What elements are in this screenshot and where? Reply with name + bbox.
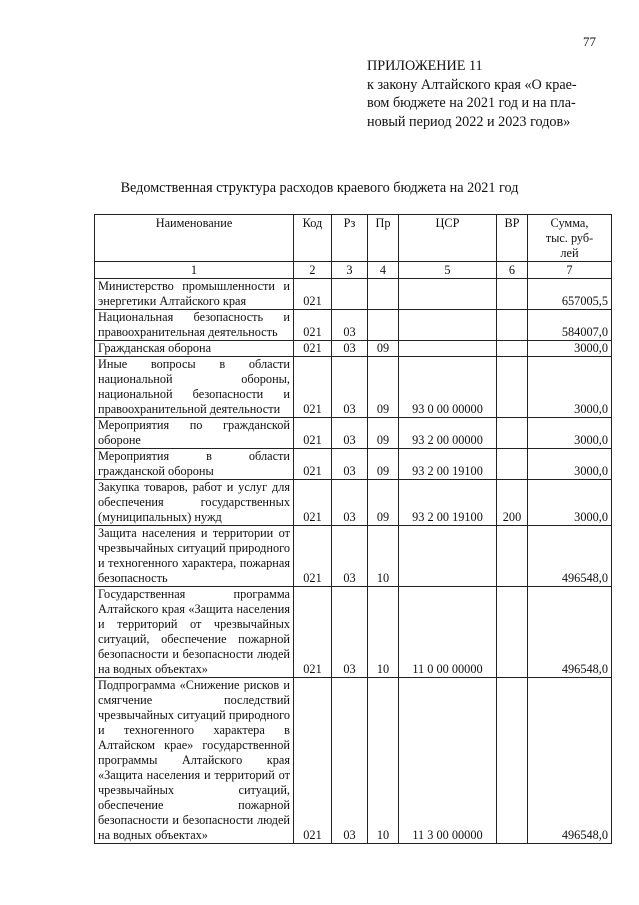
row-pr: [368, 279, 399, 310]
row-name: Мероприятия по гражданской обороне: [95, 418, 294, 449]
row-csr: 93 2 00 00000: [399, 418, 497, 449]
table-row: [95, 310, 612, 341]
header-sum-line: Сумма,: [550, 216, 589, 230]
column-number: 6: [497, 262, 528, 279]
appendix-title: ПРИЛОЖЕНИЕ 11: [367, 58, 483, 74]
header-kod: Код: [294, 215, 332, 262]
row-kod: 021: [294, 678, 332, 844]
row-kod: 021: [294, 279, 332, 310]
table-header-row: [95, 215, 612, 262]
row-csr: [399, 341, 497, 357]
row-vr: [497, 418, 528, 449]
row-kod: 021: [294, 587, 332, 678]
row-name: Иные вопросы в области национальной обороны, национальной безопасности и правоохранительной деятельности: [95, 357, 294, 418]
row-sum: 496548,0: [528, 587, 612, 678]
header-sum: [528, 215, 612, 262]
column-number: 4: [368, 262, 399, 279]
row-rz: 03: [332, 357, 368, 418]
table-row: [95, 480, 612, 526]
header-csr: ЦСР: [399, 215, 497, 262]
row-pr: [368, 310, 399, 341]
row-name: Защита населения и территории от чрезвычайных ситуаций природного и техногенного характера, пожарная безопасность: [95, 526, 294, 587]
row-sum: 496548,0: [528, 678, 612, 844]
row-name: Мероприятия в области гражданской обороны: [95, 449, 294, 480]
row-vr: [497, 587, 528, 678]
row-sum: 584007,0: [528, 310, 612, 341]
column-number: 5: [399, 262, 497, 279]
column-number: 2: [294, 262, 332, 279]
row-csr: 93 2 00 19100: [399, 480, 497, 526]
row-csr: [399, 526, 497, 587]
row-csr: 93 0 00 00000: [399, 357, 497, 418]
table-row: [95, 418, 612, 449]
row-kod: 021: [294, 341, 332, 357]
row-pr: 09: [368, 449, 399, 480]
row-rz: 03: [332, 418, 368, 449]
budget-table: [94, 214, 612, 844]
row-name: Министерство промышленности и энергетики Алтайского края: [95, 279, 294, 310]
row-csr: [399, 279, 497, 310]
row-csr: 93 2 00 19100: [399, 449, 497, 480]
header-sum-line: тыс. руб-: [545, 231, 594, 245]
row-sum: 3000,0: [528, 357, 612, 418]
row-csr: 11 3 00 00000: [399, 678, 497, 844]
column-number: 7: [528, 262, 612, 279]
row-csr: [399, 310, 497, 341]
row-kod: 021: [294, 357, 332, 418]
row-vr: [497, 310, 528, 341]
document-title: Ведомственная структура расходов краевого бюджета на 2021 год: [120, 180, 519, 196]
row-rz: 03: [332, 526, 368, 587]
row-name: Национальная безопасность и правоохранительная деятельность: [95, 310, 294, 341]
table-row: [95, 587, 612, 678]
row-kod: 021: [294, 310, 332, 341]
appendix-line: вом бюджете на 2021 год и на пла-: [367, 95, 576, 111]
row-vr: 200: [497, 480, 528, 526]
row-pr: 09: [368, 341, 399, 357]
table-row: [95, 526, 612, 587]
row-sum: 657005,5: [528, 279, 612, 310]
row-vr: [497, 341, 528, 357]
row-name: Подпрограмма «Снижение рисков и смягчение последствий чрезвычайных ситуаций природного и техногенного характера в Алтайском крае» государственной программы Алтайского края «Защита населения и территорий от чрезвычайных ситуаций, обеспечение пожарной безопасности и безопасности людей на водных объектах»: [95, 678, 294, 844]
row-pr: 10: [368, 526, 399, 587]
header-rz: Рз: [332, 215, 368, 262]
header-sum-line: лей: [560, 246, 579, 260]
column-number: 1: [95, 262, 294, 279]
row-pr: 09: [368, 480, 399, 526]
row-rz: 03: [332, 310, 368, 341]
appendix-line: новый период 2022 и 2023 годов»: [367, 113, 571, 130]
row-kod: 021: [294, 526, 332, 587]
table-row: [95, 449, 612, 480]
row-pr: 09: [368, 357, 399, 418]
row-rz: 03: [332, 341, 368, 357]
header-vr: ВР: [497, 215, 528, 262]
row-pr: 10: [368, 678, 399, 844]
header-name: Наименование: [95, 215, 294, 262]
row-pr: 09: [368, 418, 399, 449]
row-rz: 03: [332, 587, 368, 678]
row-rz: 03: [332, 678, 368, 844]
row-sum: 496548,0: [528, 526, 612, 587]
appendix-header: [367, 57, 617, 131]
table-row: [95, 279, 612, 310]
row-vr: [497, 526, 528, 587]
row-pr: 10: [368, 587, 399, 678]
table-row: [95, 357, 612, 418]
header-pr: Пр: [368, 215, 399, 262]
column-number-row: [95, 262, 612, 279]
page-number: 77: [583, 34, 596, 49]
row-name: Государственная программа Алтайского края «Защита населения и территорий от чрезвычайных ситуаций, обеспечение пожарной безопасности и безопасности людей на водных объектах»: [95, 587, 294, 678]
row-rz: 03: [332, 480, 368, 526]
column-number: 3: [332, 262, 368, 279]
row-sum: 3000,0: [528, 449, 612, 480]
row-rz: [332, 279, 368, 310]
row-sum: 3000,0: [528, 480, 612, 526]
row-sum: 3000,0: [528, 341, 612, 357]
table-row: [95, 678, 612, 844]
row-vr: [497, 279, 528, 310]
row-kod: 021: [294, 418, 332, 449]
row-kod: 021: [294, 480, 332, 526]
row-name: Закупка товаров, работ и услуг для обеспечения государственных (муниципальных) нужд: [95, 480, 294, 526]
row-kod: 021: [294, 449, 332, 480]
table-row: [95, 341, 612, 357]
row-rz: 03: [332, 449, 368, 480]
appendix-line: к закону Алтайского края «О крае-: [367, 76, 577, 93]
row-vr: [497, 449, 528, 480]
row-vr: [497, 357, 528, 418]
row-sum: 3000,0: [528, 418, 612, 449]
row-csr: 11 0 00 00000: [399, 587, 497, 678]
row-name: Гражданская оборона: [95, 341, 294, 357]
row-vr: [497, 678, 528, 844]
